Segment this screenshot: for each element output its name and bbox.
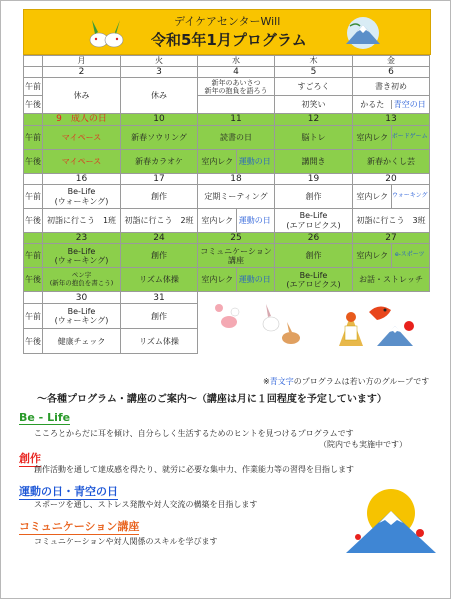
date-cell: 27 <box>353 233 430 244</box>
program-cell: 新年のあいさつ 新年の抱負を語ろう <box>198 78 275 96</box>
am-label: 午前 <box>24 244 43 268</box>
program-cell: 脳トレ <box>275 125 353 149</box>
weekday-tue: 火 <box>121 56 198 67</box>
program-cell: ペン字 (新年の抱負を書こう) <box>43 268 121 292</box>
am-label: 午前 <box>24 185 43 209</box>
date-cell: 9 成人の日 <box>43 114 121 125</box>
pm-label: 午後 <box>24 96 43 114</box>
monthly-calendar <box>23 55 430 354</box>
program-cell: 青空の日 <box>391 100 429 109</box>
program-cell-split <box>353 185 430 209</box>
program-cell: 健康チェック <box>43 329 121 354</box>
program-cell: 運動の日 <box>236 268 274 291</box>
section-title-communication: コミュニケーション講座 <box>19 520 140 533</box>
week4-date-row <box>24 233 430 244</box>
program-cell: 室内レク <box>356 251 389 261</box>
program-cell: 運動の日 <box>236 209 274 232</box>
pm-label: 午後 <box>24 268 43 292</box>
program-cell: リズム体操 <box>121 329 198 354</box>
program-cell-split <box>353 125 430 149</box>
sunrise-fuji-icon <box>346 481 436 553</box>
date-cell: 13 <box>353 114 430 125</box>
date-cell: 18 <box>198 173 275 184</box>
program-cell: Be-Life (エアロビクス) <box>275 268 353 292</box>
program-cell: 創作 <box>121 185 198 209</box>
page-title: 令和5年1月プログラム <box>151 31 307 49</box>
program-cell: 講開き <box>275 149 353 173</box>
program-cell: マイペース <box>43 149 121 173</box>
weekday-header-row <box>24 56 430 67</box>
program-cell: 新春かくし芸 <box>353 149 430 173</box>
program-cell: 創作 <box>275 244 353 268</box>
program-cell: すごろく <box>275 78 353 96</box>
program-cell: 休み <box>121 78 198 114</box>
am-label: 午前 <box>24 304 43 329</box>
mount-fuji-icon <box>342 16 384 50</box>
week4-am-row <box>24 244 430 268</box>
program-cell-split <box>353 96 430 114</box>
program-cell: かるた <box>360 100 385 110</box>
weekday-thu: 木 <box>275 56 353 67</box>
date-cell: 25 <box>198 233 275 244</box>
program-cell: 室内レク <box>356 132 389 142</box>
section-title-sousaku: 創作 <box>19 452 41 465</box>
am-label: 午前 <box>24 125 43 149</box>
section-desc-sousaku: 創作活動を通して達成感を得たり、就労に必要な集中力、作業能力等の習得を目指します <box>34 465 354 474</box>
program-cell: 書き初め <box>353 78 430 96</box>
section-title-undou: 運動の日・青空の日 <box>19 485 118 498</box>
date-cell: 6 <box>353 67 430 78</box>
program-cell: 室内レク <box>356 191 389 201</box>
program-cell: 室内レク <box>201 215 234 225</box>
program-cell: お話・ストレッチ <box>353 268 430 292</box>
section-desc-belife: こころとからだに耳を傾け、自分らしく生活するためのヒントを見つけるプログラムです <box>34 429 354 438</box>
program-cell: Be-Life (ウォーキング) <box>43 244 121 268</box>
program-cell-split <box>198 209 275 233</box>
program-cell: ウォーキング <box>391 185 429 208</box>
program-cell: 初詣に行こう 1班 <box>43 209 121 233</box>
date-cell: 30 <box>43 292 121 304</box>
program-cell-split <box>198 149 275 173</box>
header-banner <box>23 9 431 55</box>
program-cell: ボードゲーム <box>391 126 429 149</box>
program-cell: 新春カラオケ <box>121 149 198 173</box>
program-cell <box>198 96 275 114</box>
section-desc-communication: コミュニケーションや対人関係のスキルを学びます <box>34 537 218 546</box>
pm-label: 午後 <box>24 149 43 173</box>
week5-date-row <box>24 292 430 304</box>
program-cell: 読書の日 <box>198 125 275 149</box>
program-cell: 創作 <box>121 304 198 329</box>
date-cell: 3 <box>121 67 198 78</box>
program-cell: 初詣に行こう 2班 <box>121 209 198 233</box>
program-cell: 室内レク <box>201 275 234 285</box>
am-label: 午前 <box>24 78 43 96</box>
new-year-illustration <box>199 292 429 350</box>
date-cell: 20 <box>353 173 430 184</box>
week3-date-row <box>24 173 430 184</box>
date-cell: 31 <box>121 292 198 304</box>
program-cell: Be-Life (ウォーキング) <box>43 304 121 329</box>
guide-title: ～各種プログラム・講座のご案内～（講座は月に１回程度を予定しています） <box>37 394 387 405</box>
pm-label: 午後 <box>24 329 43 354</box>
group-note: ※青文字のプログラムは若い方のグループです <box>263 377 430 386</box>
date-cell: 17 <box>121 173 198 184</box>
program-cell: 創作 <box>121 244 198 268</box>
date-cell: 24 <box>121 233 198 244</box>
program-cell: 休み <box>43 78 121 114</box>
section-title-belife: Be - Life <box>19 411 71 424</box>
corner-cell <box>24 56 43 67</box>
date-cell: 4 <box>198 67 275 78</box>
date-cell: 11 <box>198 114 275 125</box>
program-cell: 初詣に行こう 3班 <box>353 209 430 233</box>
pm-label: 午後 <box>24 209 43 233</box>
section-desc-undou: スポーツを通し、ストレス発散や対人交流の構築を目指します <box>34 500 258 509</box>
facility-name: デイケアセンターWill <box>174 15 281 28</box>
week1-am-row <box>24 78 430 96</box>
date-cell: 23 <box>43 233 121 244</box>
week1-date-row <box>24 67 430 78</box>
program-cell: 初笑い <box>275 96 353 114</box>
program-cell-split <box>353 244 430 268</box>
week4-pm-row <box>24 268 430 292</box>
rabbit-pair-icon <box>86 14 126 50</box>
week2-pm-row <box>24 149 430 173</box>
program-cell: Be-Life (エアロビクス) <box>275 209 353 233</box>
program-cell-split <box>198 268 275 292</box>
program-cell: コミュニケーション 講座 <box>198 244 275 268</box>
date-cell: 12 <box>275 114 353 125</box>
date-cell: 2 <box>43 67 121 78</box>
program-cell: リズム体操 <box>121 268 198 292</box>
week3-am-row <box>24 185 430 209</box>
program-cell: マイペース <box>43 125 121 149</box>
week3-pm-row <box>24 209 430 233</box>
date-cell: 19 <box>275 173 353 184</box>
date-cell: 16 <box>43 173 121 184</box>
weekday-mon: 月 <box>43 56 121 67</box>
date-cell: 10 <box>121 114 198 125</box>
weekday-wed: 水 <box>198 56 275 67</box>
illustration-cell <box>198 292 430 354</box>
program-cell: 新春ソウリング <box>121 125 198 149</box>
program-cell: Be-Life (ウォーキング) <box>43 185 121 209</box>
program-cell: 定期ミーティング <box>198 185 275 209</box>
weekday-fri: 金 <box>353 56 430 67</box>
program-cell: 運動の日 <box>236 150 274 173</box>
program-cell: 室内レク <box>201 156 234 166</box>
week2-am-row <box>24 125 430 149</box>
date-cell: 5 <box>275 67 353 78</box>
section-desc-belife-note: （院内でも実施中です） <box>319 440 407 449</box>
program-cell: e-スポーツ <box>391 244 429 267</box>
week2-date-row <box>24 114 430 125</box>
program-cell: 創作 <box>275 185 353 209</box>
date-cell: 26 <box>275 233 353 244</box>
